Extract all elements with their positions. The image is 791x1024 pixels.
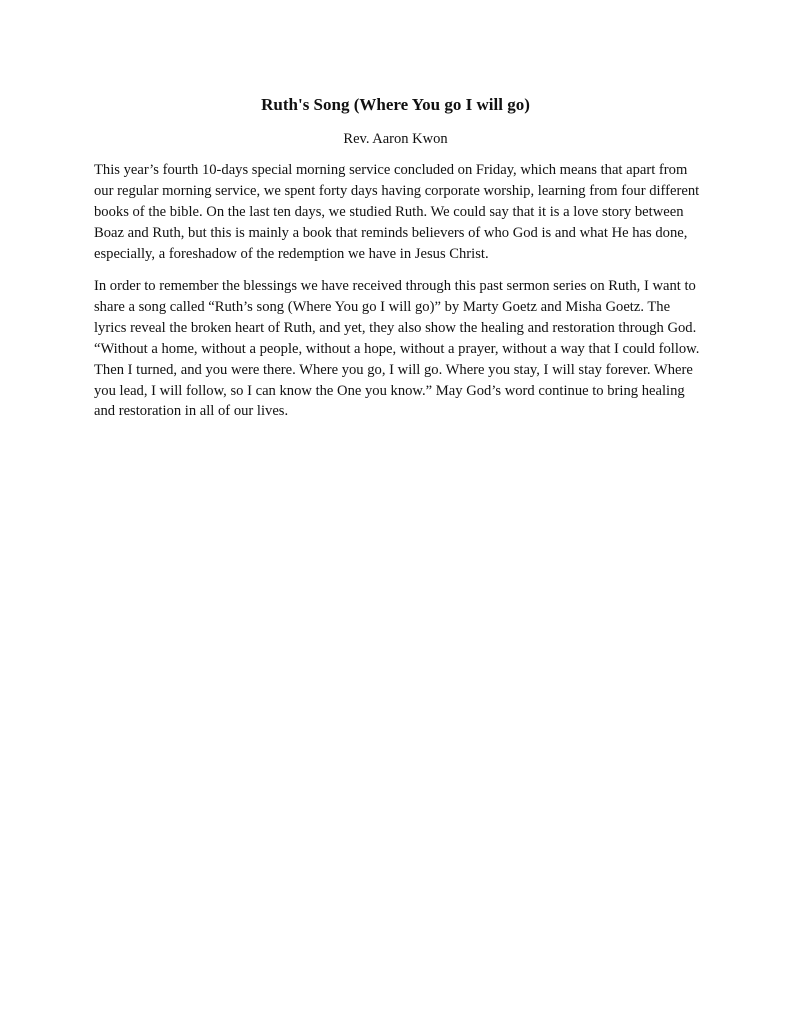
body-paragraph: In order to remember the blessings we have received through this past sermon series on Ruth, I want to share a song called “Ruth’s song (Where You go I will go)” by Marty Goetz and Misha Goetz. The lyrics reveal the broken heart of Ruth, and yet, they also show the healing and restoration through God. “Without a home, without a people, without a hope, without a prayer, without a way that I could follow. Then I turned, and you were there. Where you go, I will go. Where you stay, I will stay forever. Where you lead, I will follow, so I can know the One you know.” May God’s word continue to bring healing and restoration in all of our lives. — [94, 278, 700, 420]
body-paragraph: This year’s fourth 10-days special morning service concluded on Friday, which means that apart from our regular morning service, we spent forty days having corporate worship, learning from four different books of the bible. On the last ten days, we studied Ruth. We could say that it is a love story between Boaz and Ruth, but this is mainly a book that reminds believers of who God is and what He has done, especially, a foreshadow of the redemption we have in Jesus Christ. — [94, 162, 700, 262]
body-paragraph-block-2 — [94, 276, 700, 422]
document-author: Rev. Aaron Kwon — [343, 131, 448, 147]
document-title: Ruth's Song (Where You go I will go) — [261, 95, 530, 114]
body-paragraph-block-1 — [94, 160, 700, 265]
